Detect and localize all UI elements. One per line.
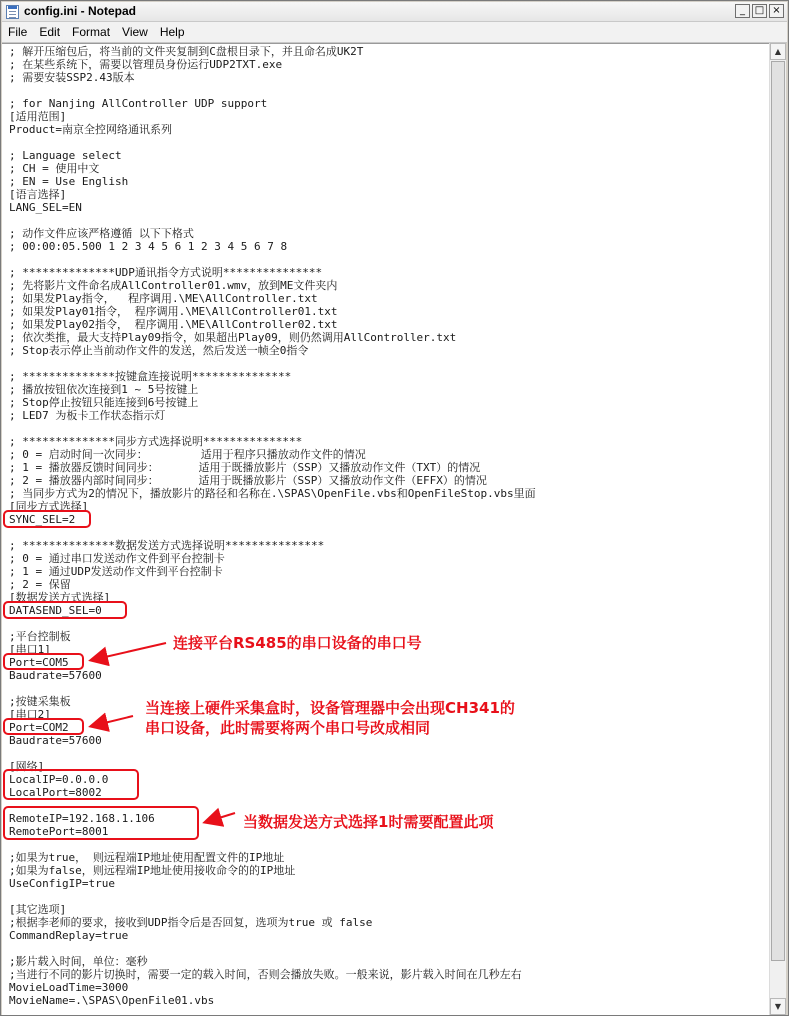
close-button[interactable]: × <box>769 4 784 18</box>
com5-annotation: 连接平台RS485的串口设备的串口号 <box>173 634 422 652</box>
text-line: Baudrate=57600 <box>9 669 102 682</box>
text-line: [串口1] <box>9 643 51 656</box>
text-line: ; 如果发Play指令， 程序调用.\ME\AllController.txt <box>9 292 318 305</box>
scroll-thumb[interactable] <box>771 61 785 961</box>
notepad-icon <box>6 5 19 19</box>
local-network-highlight <box>3 769 139 800</box>
datasend-sel-highlight <box>3 601 127 619</box>
text-line: ; 0 = 启动时间一次同步： 适用于程序只播放动作文件的情况 <box>9 448 366 461</box>
text-line: ; **************按键盒连接说明*************** <box>9 370 292 383</box>
text-line: [网络] <box>9 760 45 773</box>
text-line: ; for Nanjing AllController UDP support <box>9 97 268 110</box>
text-line: [数据发送方式选择] <box>9 591 111 604</box>
text-line: ; **************数据发送方式选择说明*************** <box>9 539 325 552</box>
text-line: ; 当同步方式为2的情况下，播放影片的路径和名称在.\SPAS\OpenFile.vbs和OpenFileStop.vbs里面 <box>9 487 536 500</box>
text-line: ; 00:00:05.500 1 2 3 4 5 6 1 2 3 4 5 6 7 8 <box>9 240 288 253</box>
menu-file[interactable]: File <box>8 25 28 39</box>
text-line: DATASEND_SEL=0 <box>9 604 102 617</box>
sync-sel-highlight <box>3 510 91 528</box>
port-com2-highlight <box>3 718 84 735</box>
port-com5-highlight <box>3 653 84 670</box>
text-line: ; **************UDP通讯指令方式说明*************** <box>9 266 323 279</box>
text-line: ; 需要安装SSP2.43版本 <box>9 71 135 84</box>
text-line: Product=南京全控网络通讯系列 <box>9 123 172 136</box>
text-line: ;根据李老师的要求，接收到UDP指令后是否回复，选项为true 或 false <box>9 916 373 929</box>
text-line: RemoteIP=192.168.1.106 <box>9 812 155 825</box>
text-line <box>9 136 536 149</box>
text-line <box>9 890 536 903</box>
text-line: MovieLoadTime=3000 <box>9 981 129 994</box>
text-line: ; LED7 为板卡工作状态指示灯 <box>9 409 166 422</box>
text-line: MovieName=.\SPAS\OpenFile01.vbs <box>9 994 215 1007</box>
text-line: [其它选项] <box>9 903 67 916</box>
text-line: LocalIP=0.0.0.0 <box>9 773 109 786</box>
text-line: ; Language select <box>9 149 122 162</box>
menu-edit[interactable]: Edit <box>39 25 61 39</box>
text-line: CommandReplay=true <box>9 929 129 942</box>
text-line: ; Stop停止按钮只能连接到6号按键上 <box>9 396 199 409</box>
text-line: ; 在某些系统下，需要以管理员身份运行UDP2TXT.exe <box>9 58 283 71</box>
text-line: ;如果为true， 则远程端IP地址使用配置文件的IP地址 <box>9 851 285 864</box>
com2-annotation: 当连接上硬件采集盒时，设备管理器中会出现CH341的 串口设备，此时需要将两个串口号改成相同 <box>145 699 515 737</box>
text-line: UseConfigIP=true <box>9 877 115 890</box>
text-line: [串口2] <box>9 708 51 721</box>
title-bar[interactable] <box>2 2 787 22</box>
text-line: Port=COM5 <box>9 656 69 669</box>
window-title: config.ini - Notepad <box>24 4 136 18</box>
text-line: ; 1 = 通过UDP发送动作文件到平台控制卡 <box>9 565 223 578</box>
text-line: ; 动作文件应该严格遵循 以下下格式 <box>9 227 194 240</box>
vertical-scrollbar[interactable] <box>769 43 786 1015</box>
text-line: ; 先将影片文件命名成AllController01.wmv，放到ME文件夹内 <box>9 279 338 292</box>
text-line: ;平台控制板 <box>9 630 71 643</box>
scroll-up-icon[interactable]: ▲ <box>770 43 786 60</box>
text-line: ; 如果发Play02指令， 程序调用.\ME\AllController02.txt <box>9 318 338 331</box>
text-line: Baudrate=57600 <box>9 734 102 747</box>
text-line <box>9 84 536 97</box>
text-line: ; 2 = 播放器内部时间同步： 适用于既播放影片（SSP）又播放动作文件（EFFX）的情况 <box>9 474 487 487</box>
text-line <box>9 747 536 760</box>
text-line: ; 依次类推，最大支持Play09指令，如果超出Play09，则仍然调用AllController.txt <box>9 331 457 344</box>
text-line: LocalPort=8002 <box>9 786 102 799</box>
text-line: ; 如果发Play01指令， 程序调用.\ME\AllController01.txt <box>9 305 338 318</box>
text-line: ;影片载入时间，单位：毫秒 <box>9 955 148 968</box>
text-line: ;按键采集板 <box>9 695 71 708</box>
scroll-down-icon[interactable]: ▼ <box>770 998 786 1015</box>
text-line: [语言选择] <box>9 188 67 201</box>
text-line <box>9 526 536 539</box>
maximize-button[interactable]: □ <box>752 4 767 18</box>
text-editor[interactable] <box>2 43 770 1015</box>
text-line: RemotePort=8001 <box>9 825 109 838</box>
text-line: ; EN = Use English <box>9 175 129 188</box>
text-line: ; 1 = 播放器反馈时间同步： 适用于既播放影片（SSP）又播放动作文件（TXT）的情况 <box>9 461 481 474</box>
text-line <box>9 422 536 435</box>
remote-network-highlight <box>3 806 199 840</box>
minimize-button[interactable]: _ <box>735 4 750 18</box>
text-line: ; CH = 使用中文 <box>9 162 100 175</box>
text-line: Port=COM2 <box>9 721 69 734</box>
text-line: ; 播放按钮依次连接到1 ~ 5号按键上 <box>9 383 199 396</box>
text-line <box>9 214 536 227</box>
text-line: [适用范围] <box>9 110 67 123</box>
text-line: ; **************同步方式选择说明*************** <box>9 435 303 448</box>
text-line: ; Stop表示停止当前动作文件的发送，然后发送一帧全0指令 <box>9 344 309 357</box>
text-line <box>9 357 536 370</box>
text-line <box>9 942 536 955</box>
text-line: ; 2 = 保留 <box>9 578 71 591</box>
text-line <box>9 253 536 266</box>
text-line: [同步方式选择] <box>9 500 89 513</box>
text-line: ;如果为false，则远程端IP地址使用接收命令的的IP地址 <box>9 864 296 877</box>
menu-help[interactable]: Help <box>159 25 185 39</box>
menu-format[interactable]: Format <box>72 25 111 39</box>
text-line: ; 解开压缩包后，将当前的文件夹复制到C盘根目录下，并且命名成UK2T <box>9 45 364 58</box>
menu-view[interactable]: View <box>122 25 148 39</box>
text-line: LANG_SEL=EN <box>9 201 82 214</box>
menu-bar <box>2 22 787 43</box>
text-line: SYNC_SEL=2 <box>9 513 76 526</box>
remote-annotation: 当数据发送方式选择1时需要配置此项 <box>243 813 494 831</box>
text-line: ; 0 = 通过串口发送动作文件到平台控制卡 <box>9 552 225 565</box>
text-line: ;当进行不同的影片切换时，需要一定的载入时间，否则会播放失败。一般来说，影片载入时间在几秒左右 <box>9 968 522 981</box>
text-line <box>9 682 536 695</box>
